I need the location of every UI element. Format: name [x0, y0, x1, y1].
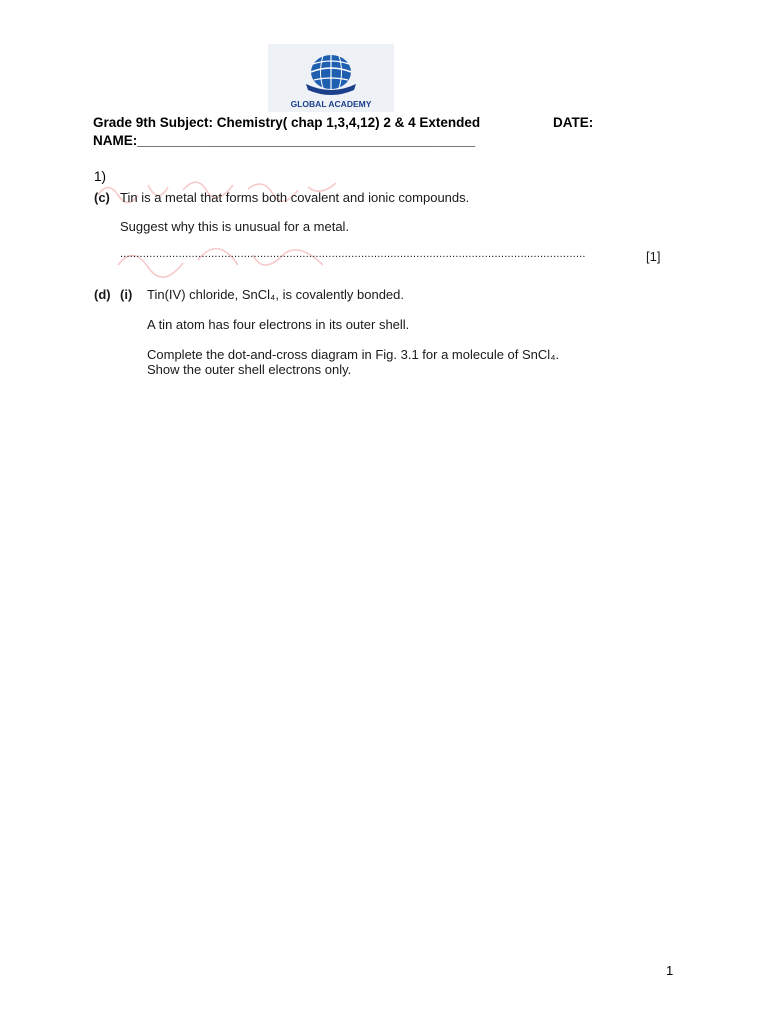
page-number: 1: [666, 963, 674, 978]
name-label: NAME:_____________________________________________: [93, 133, 476, 148]
logo-text: GLOBAL ACADEMY: [290, 99, 372, 109]
date-label: DATE:: [553, 115, 594, 130]
part-d-statement: Tin(IV) chloride, SnCl₄, is covalently bonded.: [147, 287, 404, 302]
part-c-statement: Tin is a metal that forms both covalent and ionic compounds.: [120, 190, 470, 205]
part-d-instruction: Complete the dot-and-cross diagram in Fig. 3.1 for a molecule of SnCl₄.: [147, 347, 560, 362]
answer-line[interactable]: ...............................................................................................................................................: [120, 248, 586, 260]
marks-label: [1]: [646, 249, 661, 264]
part-c-label: (c): [94, 190, 110, 205]
part-d-instruction-2: Show the outer shell electrons only.: [147, 362, 352, 377]
part-c-prompt: Suggest why this is unusual for a metal.: [120, 219, 350, 234]
header-title: Grade 9th Subject: Chemistry( chap 1,3,4,12) 2 & 4 Extended: [93, 115, 481, 130]
global-academy-logo: [268, 44, 394, 112]
part-d-sub-label: (i): [120, 287, 133, 302]
question-number: 1): [94, 169, 107, 184]
part-d-fact: A tin atom has four electrons in its outer shell.: [147, 317, 410, 332]
part-d-label: (d): [94, 287, 111, 302]
